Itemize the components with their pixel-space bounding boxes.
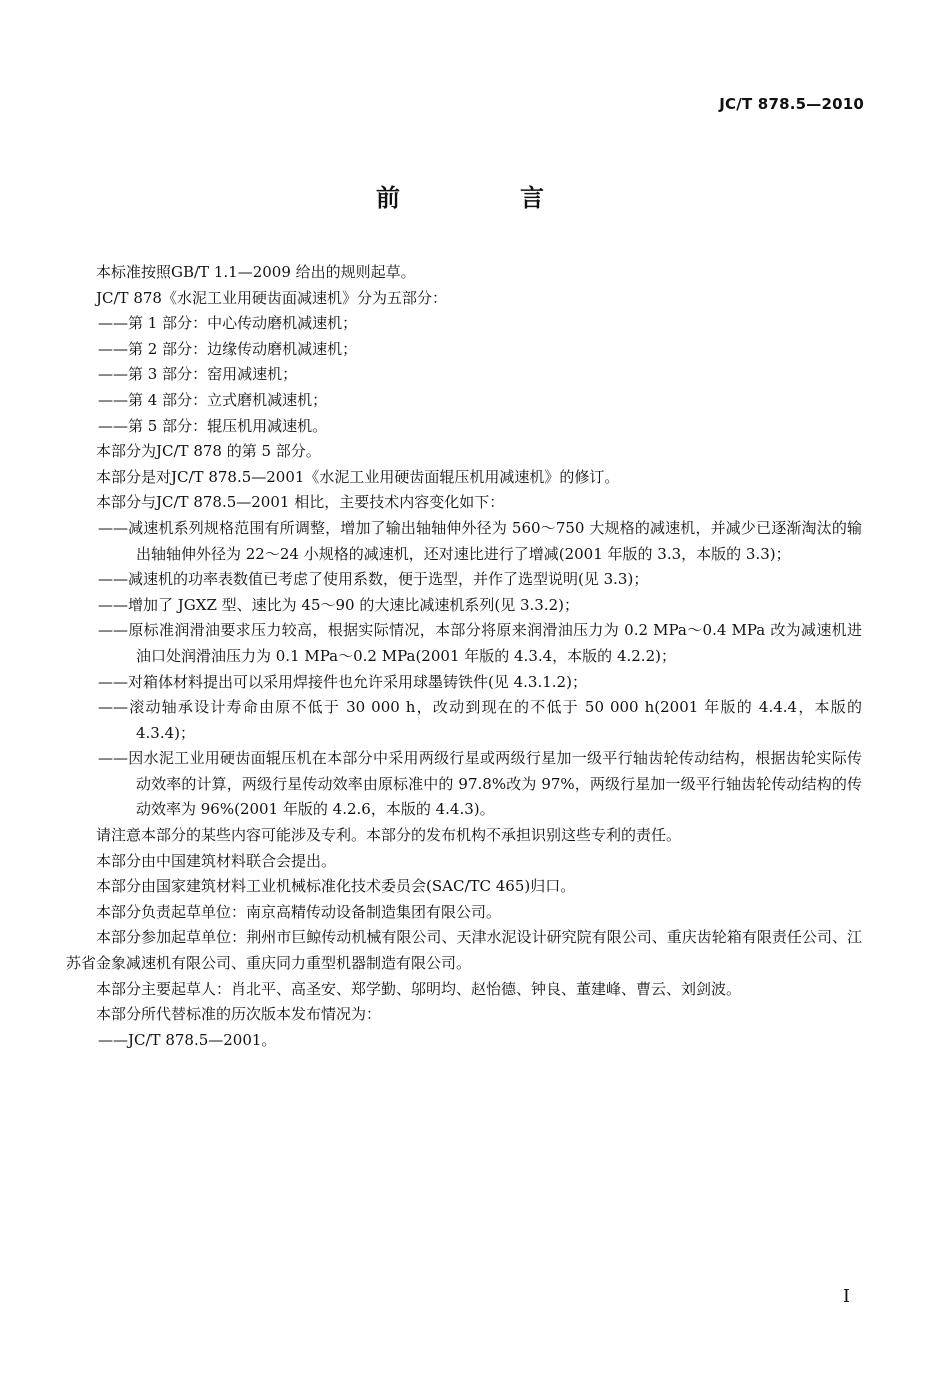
paragraph: JC/T 878《水泥工业用硬齿面减速机》分为五部分： bbox=[96, 288, 447, 307]
change-list-item: ——因水泥工业用硬齿面辊压机在本部分中采用两级行星或两级行星加一级平行轴齿轮传动结构，根据齿轮实际传动效率的计算，两级行星传动效率由原标准中的 97.8%改为 97%，两级行星加一级平行轴齿轮传动结构的传动效率为 96%(2001 年版的 4.2.6，本版的 4.4.3)。 bbox=[98, 749, 862, 819]
paragraph: 本部分所代替标准的历次版本发布情况为： bbox=[96, 1005, 382, 1024]
page-number: I bbox=[842, 1286, 850, 1307]
paragraph: 本部分由中国建筑材料联合会提出。 bbox=[96, 851, 337, 870]
change-list-item: ——原标准润滑油要求压力较高，根据实际情况，本部分将原来润滑油压力为 0.2 MPa～0.4 MPa 改为减速机进油口处润滑油压力为 0.1 MPa～0.2 MPa(2001 年版的 4.3.4，本版的 4.2.2)； bbox=[98, 621, 862, 665]
parts-list-item: ——第 2 部分：边缘传动磨机减速机； bbox=[98, 339, 358, 358]
parts-list-item: ——第 3 部分：窑用减速机； bbox=[98, 365, 298, 384]
paragraph: 本部分参加起草单位：荆州市巨鲸传动机械有限公司、天津水泥设计研究院有限公司、重庆齿轮箱有限责任公司、江苏省金象减速机有限公司、重庆同力重型机器制造有限公司。 bbox=[66, 928, 862, 973]
paragraph: 本标准按照GB/T 1.1—2009 给出的规则起草。 bbox=[96, 263, 416, 281]
paragraph: 本部分是对JC/T 878.5—2001《水泥工业用硬齿面辊压机用减速机》的修订。 bbox=[96, 467, 620, 486]
document-body bbox=[66, 260, 862, 1053]
history-list-item: ——JC/T 878.5—2001。 bbox=[98, 1030, 277, 1049]
paragraph: 本部分负责起草单位：南京高精传动设备制造集团有限公司。 bbox=[96, 902, 502, 921]
paragraph: 本部分与JC/T 878.5—2001 相比，主要技术内容变化如下： bbox=[96, 493, 505, 512]
change-list-item: ——增加了 JGXZ 型、速比为 45～90 的大速比减速机系列(见 3.3.2)； bbox=[98, 595, 579, 614]
paragraph: 请注意本部分的某些内容可能涉及专利。本部分的发布机构不承担识别这些专利的责任。 bbox=[96, 826, 682, 845]
parts-list-item: ——第 4 部分：立式磨机减速机； bbox=[98, 390, 328, 409]
paragraph: 本部分由国家建筑材料工业机械标准化技术委员会(SAC/TC 465)归口。 bbox=[96, 877, 576, 896]
change-list-item: ——减速机系列规格范围有所调整，增加了输出轴轴伸外径为 560～750 大规格的减速机，并减少已逐渐淘汰的输出轴轴伸外径为 22～24 小规格的减速机，还对速比进行了增减(2001 年版的 3.3，本版的 3.3)； bbox=[98, 518, 862, 563]
parts-list-item: ——第 1 部分：中心传动磨机减速机； bbox=[98, 314, 358, 333]
change-list-item: ——减速机的功率表数值已考虑了使用系数，便于选型，并作了选型说明(见 3.3)； bbox=[98, 570, 649, 589]
paragraph: 本部分为JC/T 878 的第 5 部分。 bbox=[96, 442, 321, 461]
parts-list-item: ——第 5 部分：辊压机用减速机。 bbox=[98, 416, 328, 435]
change-list-item: ——滚动轴承设计寿命由原不低于 30 000 h，改动到现在的不低于 50 000 h(2001 年版的 4.4.4，本版的 4.3.4)； bbox=[98, 698, 862, 742]
change-list-item: ——对箱体材料提出可以采用焊接件也允许采用球墨铸铁件(见 4.3.1.2)； bbox=[98, 672, 587, 691]
standard-code: JC/T 878.5—2010 bbox=[719, 95, 864, 113]
paragraph: 本部分主要起草人：肖北平、高圣安、郑学勤、邬明均、赵怡德、钟良、董建峰、曹云、刘剑波。 bbox=[96, 979, 742, 998]
page-title: 前 言 bbox=[376, 184, 592, 212]
